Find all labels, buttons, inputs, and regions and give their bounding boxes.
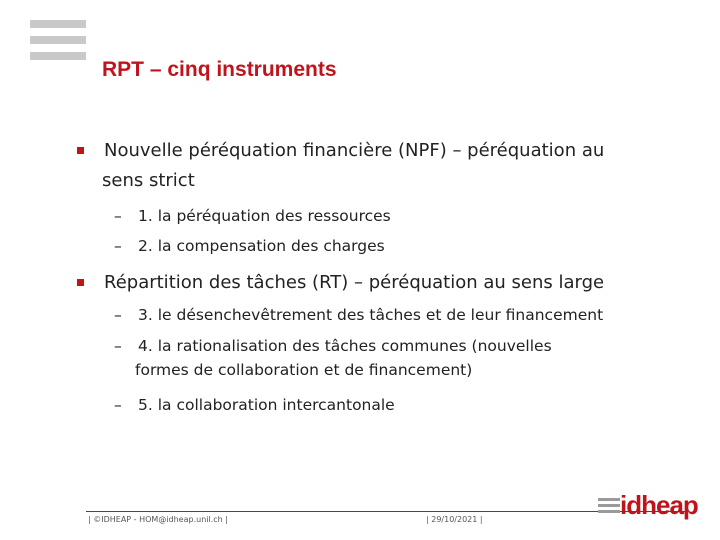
sub-item-3-text: 3. le désenchevêtrement des tâches et de leur financement [138,306,604,324]
dash-marker: – [114,337,122,355]
footer-date: | 29/10/2021 | [426,515,483,524]
slide-title: RPT – cinq instruments [102,58,337,81]
sub-item-1 [114,204,391,228]
sub-item-2 [114,234,385,258]
footer-divider [86,511,686,512]
dash-marker: – [114,237,122,255]
dash-marker: – [114,396,122,414]
bullet-1-line-1: Nouvelle péréquation financière (NPF) – péréquation au [104,140,605,161]
bullet-1 [104,136,694,196]
sub-item-3 [114,303,604,327]
square-bullet-icon [77,147,84,154]
bullet-2 [104,268,694,298]
sub-item-4-line-1: 4. la rationalisation des tâches communes (nouvelles [138,337,552,355]
logo-bars-icon [30,20,86,68]
sub-item-5 [114,393,395,417]
idheap-logo [598,490,698,522]
square-bullet-icon [77,279,84,286]
sub-item-1-text: 1. la péréquation des ressources [138,207,391,225]
sub-item-4-line-2: formes de collaboration et de financement) [135,361,473,379]
bullet-2-line-1: Répartition des tâches (RT) – péréquation au sens large [104,272,605,293]
bullet-1-line-2: sens strict [102,170,195,191]
footer-copyright: | ©IDHEAP - HOM@idheap.unil.ch | [88,515,228,524]
dash-marker: – [114,306,122,324]
sub-item-5-text: 5. la collaboration intercantonale [138,396,395,414]
brand-name: idheap [620,490,698,520]
dash-marker: – [114,207,122,225]
sub-item-4 [114,334,552,382]
logo-stripes-icon [598,498,620,516]
sub-item-2-text: 2. la compensation des charges [138,237,385,255]
